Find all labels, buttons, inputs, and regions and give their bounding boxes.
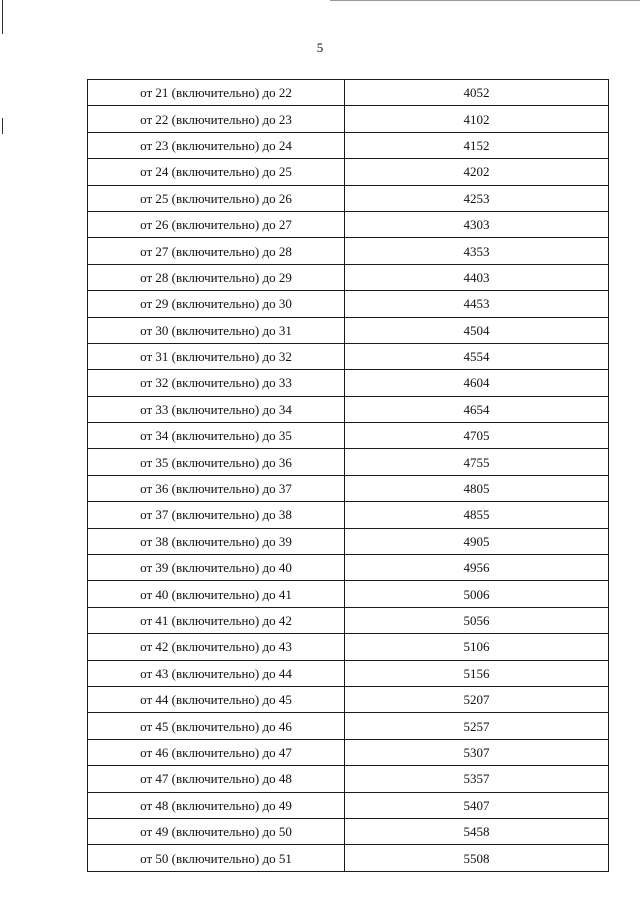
range-cell: от 39 (включительно) до 40 — [88, 555, 345, 581]
range-cell: от 42 (включительно) до 43 — [88, 634, 345, 660]
rate-table-body — [88, 80, 609, 872]
value-cell: 4654 — [345, 396, 609, 422]
table-row — [88, 528, 609, 554]
value-cell: 4052 — [345, 80, 609, 106]
table-row — [88, 686, 609, 712]
value-cell: 5257 — [345, 713, 609, 739]
range-cell: от 50 (включительно) до 51 — [88, 845, 345, 871]
value-cell: 5357 — [345, 766, 609, 792]
range-cell: от 48 (включительно) до 49 — [88, 792, 345, 818]
scan-edge-mark-top — [2, 0, 3, 34]
value-cell: 5307 — [345, 739, 609, 765]
range-cell: от 49 (включительно) до 50 — [88, 818, 345, 844]
range-cell: от 24 (включительно) до 25 — [88, 159, 345, 185]
table-row — [88, 106, 609, 132]
table-row — [88, 185, 609, 211]
value-cell: 4956 — [345, 555, 609, 581]
table-row — [88, 766, 609, 792]
table-row — [88, 80, 609, 106]
range-cell: от 26 (включительно) до 27 — [88, 211, 345, 237]
value-cell: 4905 — [345, 528, 609, 554]
value-cell: 4805 — [345, 475, 609, 501]
value-cell: 4855 — [345, 502, 609, 528]
table-row — [88, 159, 609, 185]
value-cell: 5407 — [345, 792, 609, 818]
page-number: 5 — [316, 40, 324, 55]
rate-table — [87, 79, 609, 872]
range-cell: от 36 (включительно) до 37 — [88, 475, 345, 501]
table-row — [88, 607, 609, 633]
value-cell: 4102 — [345, 106, 609, 132]
range-cell: от 38 (включительно) до 39 — [88, 528, 345, 554]
table-row — [88, 132, 609, 158]
range-cell: от 34 (включительно) до 35 — [88, 423, 345, 449]
range-cell: от 29 (включительно) до 30 — [88, 291, 345, 317]
value-cell: 4152 — [345, 132, 609, 158]
range-cell: от 28 (включительно) до 29 — [88, 264, 345, 290]
range-cell: от 35 (включительно) до 36 — [88, 449, 345, 475]
table-row — [88, 475, 609, 501]
range-cell: от 31 (включительно) до 32 — [88, 343, 345, 369]
range-cell: от 47 (включительно) до 48 — [88, 766, 345, 792]
value-cell: 4202 — [345, 159, 609, 185]
range-cell: от 25 (включительно) до 26 — [88, 185, 345, 211]
table-row — [88, 291, 609, 317]
range-cell: от 46 (включительно) до 47 — [88, 739, 345, 765]
range-cell: от 41 (включительно) до 42 — [88, 607, 345, 633]
table-row — [88, 713, 609, 739]
value-cell: 4453 — [345, 291, 609, 317]
range-cell: от 37 (включительно) до 38 — [88, 502, 345, 528]
table-row — [88, 343, 609, 369]
value-cell: 4504 — [345, 317, 609, 343]
value-cell: 5106 — [345, 634, 609, 660]
table-row — [88, 211, 609, 237]
table-row — [88, 792, 609, 818]
value-cell: 4403 — [345, 264, 609, 290]
range-cell: от 22 (включительно) до 23 — [88, 106, 345, 132]
table-row — [88, 502, 609, 528]
range-cell: от 44 (включительно) до 45 — [88, 686, 345, 712]
value-cell: 4554 — [345, 343, 609, 369]
value-cell: 4353 — [345, 238, 609, 264]
value-cell: 4303 — [345, 211, 609, 237]
value-cell: 5508 — [345, 845, 609, 871]
table-row — [88, 423, 609, 449]
value-cell: 4253 — [345, 185, 609, 211]
range-cell: от 30 (включительно) до 31 — [88, 317, 345, 343]
range-cell: от 45 (включительно) до 46 — [88, 713, 345, 739]
table-row — [88, 845, 609, 871]
scan-edge-mark-header — [330, 0, 640, 1]
value-cell: 5006 — [345, 581, 609, 607]
table-row — [88, 739, 609, 765]
value-cell: 5056 — [345, 607, 609, 633]
table-row — [88, 396, 609, 422]
table-row — [88, 581, 609, 607]
value-cell: 4604 — [345, 370, 609, 396]
range-cell: от 23 (включительно) до 24 — [88, 132, 345, 158]
table-row — [88, 238, 609, 264]
table-row — [88, 818, 609, 844]
table-row — [88, 370, 609, 396]
table-row — [88, 449, 609, 475]
table-row — [88, 555, 609, 581]
range-cell: от 43 (включительно) до 44 — [88, 660, 345, 686]
table-row — [88, 660, 609, 686]
table-row — [88, 317, 609, 343]
range-cell: от 40 (включительно) до 41 — [88, 581, 345, 607]
value-cell: 4705 — [345, 423, 609, 449]
range-cell: от 21 (включительно) до 22 — [88, 80, 345, 106]
table-row — [88, 264, 609, 290]
scan-edge-mark-middle — [2, 118, 3, 134]
value-cell: 5207 — [345, 686, 609, 712]
value-cell: 5458 — [345, 818, 609, 844]
range-cell: от 27 (включительно) до 28 — [88, 238, 345, 264]
value-cell: 4755 — [345, 449, 609, 475]
range-cell: от 32 (включительно) до 33 — [88, 370, 345, 396]
value-cell: 5156 — [345, 660, 609, 686]
table-row — [88, 634, 609, 660]
range-cell: от 33 (включительно) до 34 — [88, 396, 345, 422]
